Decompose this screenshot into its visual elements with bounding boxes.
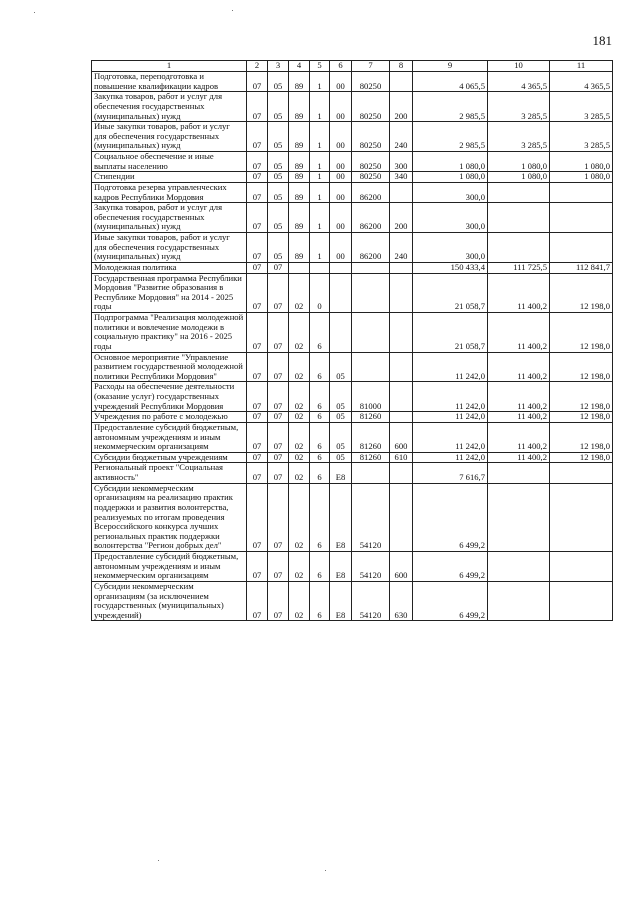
program-code-cell: 02 [289, 552, 310, 582]
column-header: 3 [268, 61, 289, 72]
table-row [92, 422, 613, 452]
program-code-cell: 02 [289, 313, 310, 353]
item-name-cell: Иные закупки товаров, работ и услуг для обеспечения государственных (муниципальных) нужд [92, 122, 247, 152]
amount-year-1-cell: 6 499,2 [413, 552, 488, 582]
subprogram-code-cell: 6 [310, 483, 330, 551]
program-code-cell: 89 [289, 203, 310, 233]
section-code-cell: 07 [247, 463, 268, 483]
subprogram-code-cell: 1 [310, 203, 330, 233]
section-code-cell: 07 [247, 262, 268, 273]
budget-table [91, 60, 613, 621]
amount-year-3-cell: 12 198,0 [550, 313, 613, 353]
item-name-cell: Закупка товаров, работ и услуг для обеспечения государственных (муниципальных) нужд [92, 203, 247, 233]
section-code-cell: 07 [247, 92, 268, 122]
amount-year-3-cell: 12 198,0 [550, 452, 613, 463]
event-code-cell: 00 [330, 182, 352, 202]
expense-type-code-cell: 200 [390, 203, 413, 233]
amount-year-2-cell [488, 483, 550, 551]
expense-type-code-cell [390, 273, 413, 313]
item-name-cell: Предоставление субсидий бюджетным, автономным учреждениям и иным некоммерческим организациям [92, 552, 247, 582]
item-name-cell: Подготовка резерва управленческих кадров Республики Мордовия [92, 182, 247, 202]
amount-year-1-cell: 300,0 [413, 203, 488, 233]
subprogram-code-cell: 6 [310, 422, 330, 452]
direction-code-cell [352, 313, 390, 353]
subsection-code-cell: 07 [268, 452, 289, 463]
expense-type-code-cell [390, 382, 413, 412]
program-code-cell: 89 [289, 233, 310, 263]
section-code-cell: 07 [247, 412, 268, 423]
expense-type-code-cell [390, 72, 413, 92]
subsection-code-cell: 07 [268, 483, 289, 551]
program-code-cell: 89 [289, 172, 310, 183]
table-row [92, 92, 613, 122]
amount-year-2-cell: 1 080,0 [488, 152, 550, 172]
direction-code-cell [352, 463, 390, 483]
column-header: 2 [247, 61, 268, 72]
program-code-cell: 02 [289, 463, 310, 483]
column-header: 5 [310, 61, 330, 72]
column-header: 8 [390, 61, 413, 72]
subsection-code-cell: 07 [268, 382, 289, 412]
amount-year-2-cell [488, 203, 550, 233]
event-code-cell: 00 [330, 92, 352, 122]
event-code-cell: E8 [330, 581, 352, 621]
event-code-cell: 00 [330, 172, 352, 183]
subprogram-code-cell: 1 [310, 233, 330, 263]
program-code-cell: 02 [289, 483, 310, 551]
amount-year-3-cell: 12 198,0 [550, 382, 613, 412]
expense-type-code-cell [390, 463, 413, 483]
amount-year-1-cell: 11 242,0 [413, 352, 488, 382]
table-row [92, 352, 613, 382]
amount-year-2-cell: 3 285,5 [488, 122, 550, 152]
column-header: 6 [330, 61, 352, 72]
amount-year-1-cell: 6 499,2 [413, 483, 488, 551]
section-code-cell: 07 [247, 452, 268, 463]
item-name-cell: Государственная программа Республики Мордовия "Развитие образования в Республике Мордовия" на 2014 - 2025 годы [92, 273, 247, 313]
event-code-cell: E8 [330, 483, 352, 551]
item-name-cell: Основное мероприятие "Управление развитием государственной молодежной политики Республики Мордовия" [92, 352, 247, 382]
table-row [92, 552, 613, 582]
item-name-cell: Социальное обеспечение и иные выплаты населению [92, 152, 247, 172]
direction-code-cell: 81260 [352, 422, 390, 452]
subsection-code-cell: 07 [268, 552, 289, 582]
table-header-row [92, 61, 613, 72]
program-code-cell: 02 [289, 422, 310, 452]
event-code-cell: 00 [330, 233, 352, 263]
program-code-cell: 89 [289, 182, 310, 202]
amount-year-1-cell: 2 985,5 [413, 122, 488, 152]
table-row [92, 152, 613, 172]
direction-code-cell [352, 352, 390, 382]
amount-year-2-cell [488, 233, 550, 263]
section-code-cell: 07 [247, 273, 268, 313]
amount-year-3-cell: 112 841,7 [550, 262, 613, 273]
amount-year-3-cell: 4 365,5 [550, 72, 613, 92]
amount-year-1-cell: 11 242,0 [413, 452, 488, 463]
item-name-cell: Стипендии [92, 172, 247, 183]
amount-year-3-cell [550, 182, 613, 202]
item-name-cell: Молодежная политика [92, 262, 247, 273]
table-row [92, 203, 613, 233]
amount-year-3-cell: 12 198,0 [550, 422, 613, 452]
subprogram-code-cell: 6 [310, 463, 330, 483]
table-row [92, 483, 613, 551]
direction-code-cell: 80250 [352, 72, 390, 92]
table-row [92, 313, 613, 353]
event-code-cell: 05 [330, 352, 352, 382]
column-header: 4 [289, 61, 310, 72]
expense-type-code-cell: 630 [390, 581, 413, 621]
section-code-cell: 07 [247, 313, 268, 353]
amount-year-2-cell [488, 463, 550, 483]
item-name-cell: Предоставление субсидий бюджетным, автономным учреждениям и иным некоммерческим организациям [92, 422, 247, 452]
subprogram-code-cell [310, 262, 330, 273]
amount-year-2-cell: 11 400,2 [488, 452, 550, 463]
program-code-cell: 89 [289, 122, 310, 152]
scan-speck [158, 860, 159, 861]
column-header: 1 [92, 61, 247, 72]
amount-year-3-cell: 12 198,0 [550, 273, 613, 313]
scan-speck [325, 870, 326, 871]
direction-code-cell: 54120 [352, 483, 390, 551]
subsection-code-cell: 07 [268, 463, 289, 483]
amount-year-3-cell [550, 463, 613, 483]
table-row [92, 233, 613, 263]
amount-year-1-cell: 21 058,7 [413, 313, 488, 353]
section-code-cell: 07 [247, 182, 268, 202]
amount-year-2-cell: 11 400,2 [488, 382, 550, 412]
event-code-cell: E8 [330, 552, 352, 582]
section-code-cell: 07 [247, 382, 268, 412]
item-name-cell: Субсидии некоммерческим организациям на реализацию практик поддержки и развития волонтерства, реализуемых по итогам проведения Всероссийского конкурса лучших региональных практик поддержки волонтерства "Регион добрых дел" [92, 483, 247, 551]
item-name-cell: Субсидии некоммерческим организациям (за исключением государственных (муниципальных) учреждений) [92, 581, 247, 621]
subprogram-code-cell: 6 [310, 382, 330, 412]
amount-year-2-cell: 111 725,5 [488, 262, 550, 273]
subsection-code-cell: 07 [268, 273, 289, 313]
subprogram-code-cell: 6 [310, 313, 330, 353]
section-code-cell: 07 [247, 581, 268, 621]
event-code-cell: 00 [330, 203, 352, 233]
direction-code-cell: 80250 [352, 152, 390, 172]
subsection-code-cell: 05 [268, 152, 289, 172]
item-name-cell: Закупка товаров, работ и услуг для обеспечения государственных (муниципальных) нужд [92, 92, 247, 122]
amount-year-1-cell: 6 499,2 [413, 581, 488, 621]
subsection-code-cell: 07 [268, 352, 289, 382]
expense-type-code-cell: 240 [390, 233, 413, 263]
amount-year-1-cell: 2 985,5 [413, 92, 488, 122]
amount-year-2-cell: 1 080,0 [488, 172, 550, 183]
section-code-cell: 07 [247, 203, 268, 233]
amount-year-2-cell: 11 400,2 [488, 352, 550, 382]
subprogram-code-cell: 6 [310, 581, 330, 621]
amount-year-2-cell: 11 400,2 [488, 273, 550, 313]
event-code-cell: E8 [330, 463, 352, 483]
amount-year-3-cell [550, 233, 613, 263]
item-name-cell: Расходы на обеспечение деятельности (оказание услуг) государственных учреждений Республики Мордовия [92, 382, 247, 412]
expense-type-code-cell: 240 [390, 122, 413, 152]
direction-code-cell [352, 262, 390, 273]
section-code-cell: 07 [247, 72, 268, 92]
expense-type-code-cell: 600 [390, 422, 413, 452]
amount-year-1-cell: 300,0 [413, 182, 488, 202]
amount-year-2-cell [488, 182, 550, 202]
event-code-cell: 05 [330, 412, 352, 423]
amount-year-1-cell: 300,0 [413, 233, 488, 263]
subprogram-code-cell: 6 [310, 552, 330, 582]
table-row [92, 122, 613, 152]
amount-year-3-cell: 1 080,0 [550, 172, 613, 183]
amount-year-3-cell: 12 198,0 [550, 412, 613, 423]
table-row [92, 412, 613, 423]
subsection-code-cell: 05 [268, 233, 289, 263]
amount-year-3-cell: 12 198,0 [550, 352, 613, 382]
direction-code-cell [352, 273, 390, 313]
table-row [92, 463, 613, 483]
expense-type-code-cell [390, 412, 413, 423]
subprogram-code-cell: 1 [310, 122, 330, 152]
amount-year-2-cell [488, 552, 550, 582]
amount-year-1-cell: 11 242,0 [413, 412, 488, 423]
expense-type-code-cell [390, 182, 413, 202]
subprogram-code-cell: 6 [310, 452, 330, 463]
amount-year-1-cell: 21 058,7 [413, 273, 488, 313]
section-code-cell: 07 [247, 172, 268, 183]
subprogram-code-cell: 1 [310, 172, 330, 183]
event-code-cell [330, 262, 352, 273]
amount-year-1-cell: 1 080,0 [413, 152, 488, 172]
amount-year-3-cell [550, 203, 613, 233]
event-code-cell: 05 [330, 422, 352, 452]
item-name-cell: Региональный проект "Социальная активность" [92, 463, 247, 483]
amount-year-1-cell: 150 433,4 [413, 262, 488, 273]
program-code-cell: 02 [289, 273, 310, 313]
scan-speck [232, 10, 233, 11]
expense-type-code-cell: 200 [390, 92, 413, 122]
subprogram-code-cell: 1 [310, 152, 330, 172]
amount-year-2-cell [488, 581, 550, 621]
amount-year-1-cell: 11 242,0 [413, 422, 488, 452]
amount-year-3-cell: 3 285,5 [550, 92, 613, 122]
amount-year-3-cell [550, 483, 613, 551]
program-code-cell: 89 [289, 152, 310, 172]
section-code-cell: 07 [247, 152, 268, 172]
amount-year-3-cell: 1 080,0 [550, 152, 613, 172]
section-code-cell: 07 [247, 422, 268, 452]
section-code-cell: 07 [247, 122, 268, 152]
expense-type-code-cell [390, 352, 413, 382]
direction-code-cell: 86200 [352, 203, 390, 233]
expense-type-code-cell: 610 [390, 452, 413, 463]
table-row [92, 382, 613, 412]
direction-code-cell: 80250 [352, 122, 390, 152]
table-row [92, 182, 613, 202]
event-code-cell: 00 [330, 72, 352, 92]
direction-code-cell: 81000 [352, 382, 390, 412]
amount-year-1-cell: 11 242,0 [413, 382, 488, 412]
direction-code-cell: 80250 [352, 172, 390, 183]
subsection-code-cell: 07 [268, 412, 289, 423]
program-code-cell: 02 [289, 452, 310, 463]
subprogram-code-cell: 1 [310, 182, 330, 202]
table-row [92, 581, 613, 621]
amount-year-2-cell: 11 400,2 [488, 422, 550, 452]
amount-year-2-cell: 11 400,2 [488, 412, 550, 423]
subsection-code-cell: 07 [268, 262, 289, 273]
subprogram-code-cell: 6 [310, 412, 330, 423]
program-code-cell: 02 [289, 581, 310, 621]
program-code-cell: 02 [289, 412, 310, 423]
column-header: 9 [413, 61, 488, 72]
table-row [92, 172, 613, 183]
expense-type-code-cell: 340 [390, 172, 413, 183]
expense-type-code-cell [390, 313, 413, 353]
amount-year-3-cell [550, 581, 613, 621]
scan-speck [34, 12, 35, 13]
event-code-cell [330, 273, 352, 313]
amount-year-2-cell: 11 400,2 [488, 313, 550, 353]
section-code-cell: 07 [247, 552, 268, 582]
amount-year-1-cell: 4 065,5 [413, 72, 488, 92]
amount-year-2-cell: 3 285,5 [488, 92, 550, 122]
section-code-cell: 07 [247, 483, 268, 551]
amount-year-1-cell: 1 080,0 [413, 172, 488, 183]
subprogram-code-cell: 1 [310, 92, 330, 122]
amount-year-2-cell: 4 365,5 [488, 72, 550, 92]
subsection-code-cell: 05 [268, 122, 289, 152]
item-name-cell: Субсидии бюджетным учреждениям [92, 452, 247, 463]
section-code-cell: 07 [247, 352, 268, 382]
direction-code-cell: 54120 [352, 581, 390, 621]
item-name-cell: Подпрограмма "Реализация молодежной политики и вовлечение молодежи в социальную практику" на 2016 - 2025 годы [92, 313, 247, 353]
expense-type-code-cell: 300 [390, 152, 413, 172]
item-name-cell: Подготовка, переподготовка и повышение квалификации кадров [92, 72, 247, 92]
table-row [92, 262, 613, 273]
subsection-code-cell: 07 [268, 313, 289, 353]
expense-type-code-cell [390, 483, 413, 551]
event-code-cell: 00 [330, 152, 352, 172]
direction-code-cell: 86200 [352, 233, 390, 263]
program-code-cell: 02 [289, 352, 310, 382]
amount-year-3-cell [550, 552, 613, 582]
column-header: 11 [550, 61, 613, 72]
subprogram-code-cell: 1 [310, 72, 330, 92]
direction-code-cell: 80250 [352, 92, 390, 122]
table-row [92, 452, 613, 463]
item-name-cell: Учреждения по работе с молодежью [92, 412, 247, 423]
program-code-cell: 89 [289, 92, 310, 122]
program-code-cell: 89 [289, 72, 310, 92]
program-code-cell: 02 [289, 382, 310, 412]
column-header: 7 [352, 61, 390, 72]
expense-type-code-cell: 600 [390, 552, 413, 582]
event-code-cell [330, 313, 352, 353]
item-name-cell: Иные закупки товаров, работ и услуг для обеспечения государственных (муниципальных) нужд [92, 233, 247, 263]
subprogram-code-cell: 6 [310, 352, 330, 382]
column-header: 10 [488, 61, 550, 72]
subsection-code-cell: 05 [268, 92, 289, 122]
event-code-cell: 00 [330, 122, 352, 152]
direction-code-cell: 54120 [352, 552, 390, 582]
direction-code-cell: 86200 [352, 182, 390, 202]
expense-type-code-cell [390, 262, 413, 273]
section-code-cell: 07 [247, 233, 268, 263]
subsection-code-cell: 05 [268, 72, 289, 92]
event-code-cell: 05 [330, 452, 352, 463]
subsection-code-cell: 07 [268, 581, 289, 621]
page-number: 181 [592, 33, 612, 48]
amount-year-3-cell: 3 285,5 [550, 122, 613, 152]
subsection-code-cell: 05 [268, 203, 289, 233]
table-row [92, 273, 613, 313]
event-code-cell: 05 [330, 382, 352, 412]
program-code-cell [289, 262, 310, 273]
subsection-code-cell: 05 [268, 182, 289, 202]
subprogram-code-cell: 0 [310, 273, 330, 313]
direction-code-cell: 81260 [352, 452, 390, 463]
subsection-code-cell: 05 [268, 172, 289, 183]
amount-year-1-cell: 7 616,7 [413, 463, 488, 483]
direction-code-cell: 81260 [352, 412, 390, 423]
subsection-code-cell: 07 [268, 422, 289, 452]
table-row [92, 72, 613, 92]
